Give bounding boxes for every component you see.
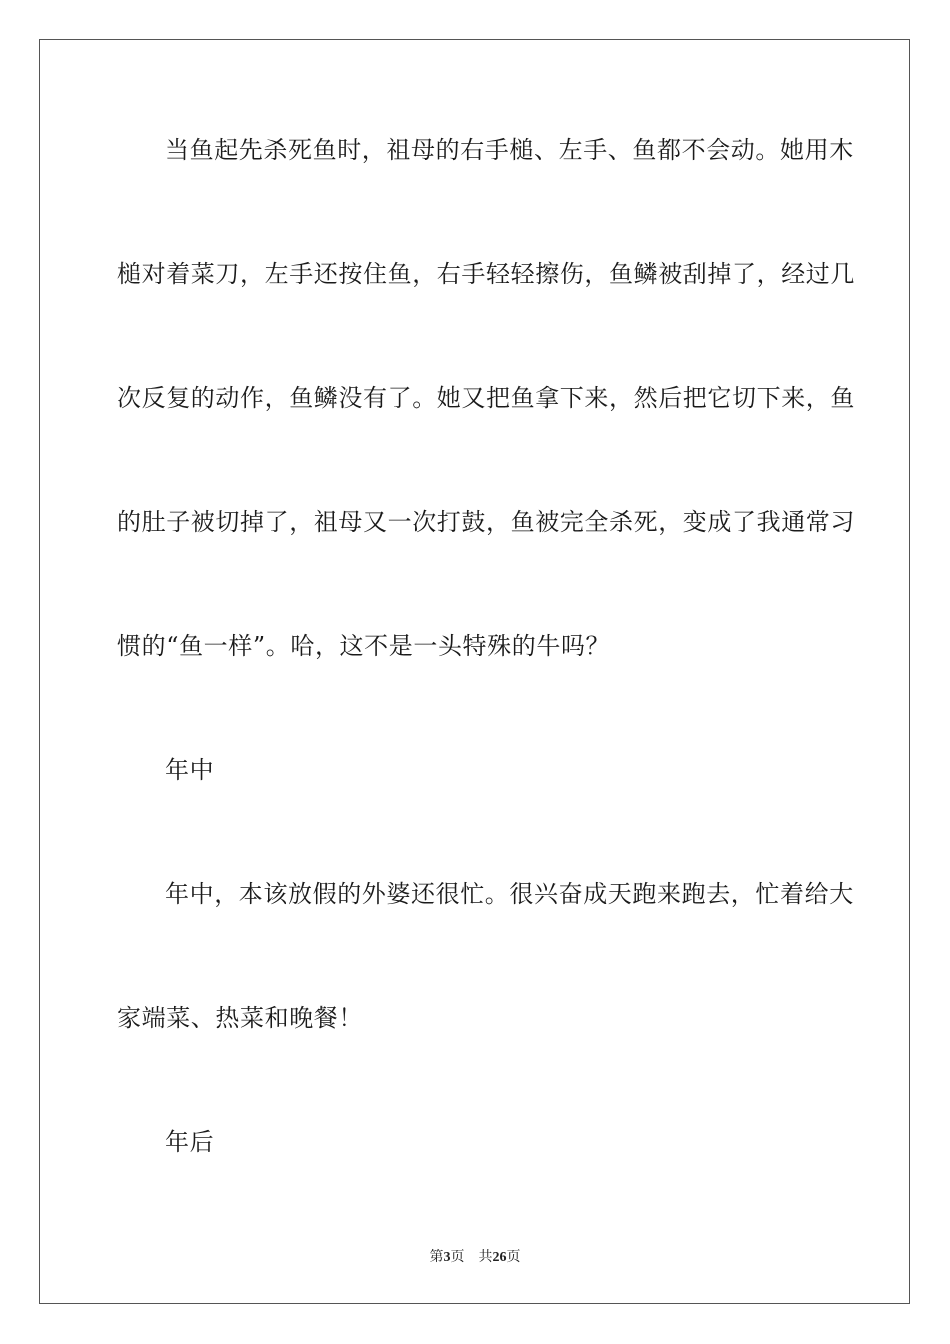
page-footer <box>0 1247 950 1268</box>
page-number: 3 <box>443 1250 451 1265</box>
total-prefix: 共 <box>478 1249 493 1265</box>
page-prefix: 第 <box>429 1249 444 1265</box>
paragraph-line: 的肚子被切掉了，祖母又一次打鼓，鱼被完全杀死，变成了我通常习 <box>117 508 855 536</box>
page-suffix: 页 <box>450 1249 465 1265</box>
paragraph-line: 家端菜、热菜和晚餐！ <box>117 1004 363 1032</box>
paragraph-line: 次反复的动作，鱼鳞没有了。她又把鱼拿下来，然后把它切下来，鱼 <box>117 384 855 412</box>
total-suffix: 页 <box>506 1249 521 1265</box>
paragraph-line: 年中，本该放假的外婆还很忙。很兴奋成天跑来跑去，忙着给大 <box>165 880 854 908</box>
total-pages: 26 <box>492 1250 507 1265</box>
paragraph-line: 当鱼起先杀死鱼时，祖母的右手槌、左手、鱼都不会动。她用木 <box>165 136 854 164</box>
section-heading: 年中 <box>165 756 215 784</box>
paragraph-line: 槌对着菜刀，左手还按住鱼，右手轻轻擦伤，鱼鳞被刮掉了，经过几 <box>117 260 855 288</box>
paragraph-line: 惯的“鱼一样”。哈，这不是一头特殊的牛吗？ <box>117 632 611 660</box>
page-border <box>39 39 910 1304</box>
section-heading: 年后 <box>165 1128 215 1156</box>
